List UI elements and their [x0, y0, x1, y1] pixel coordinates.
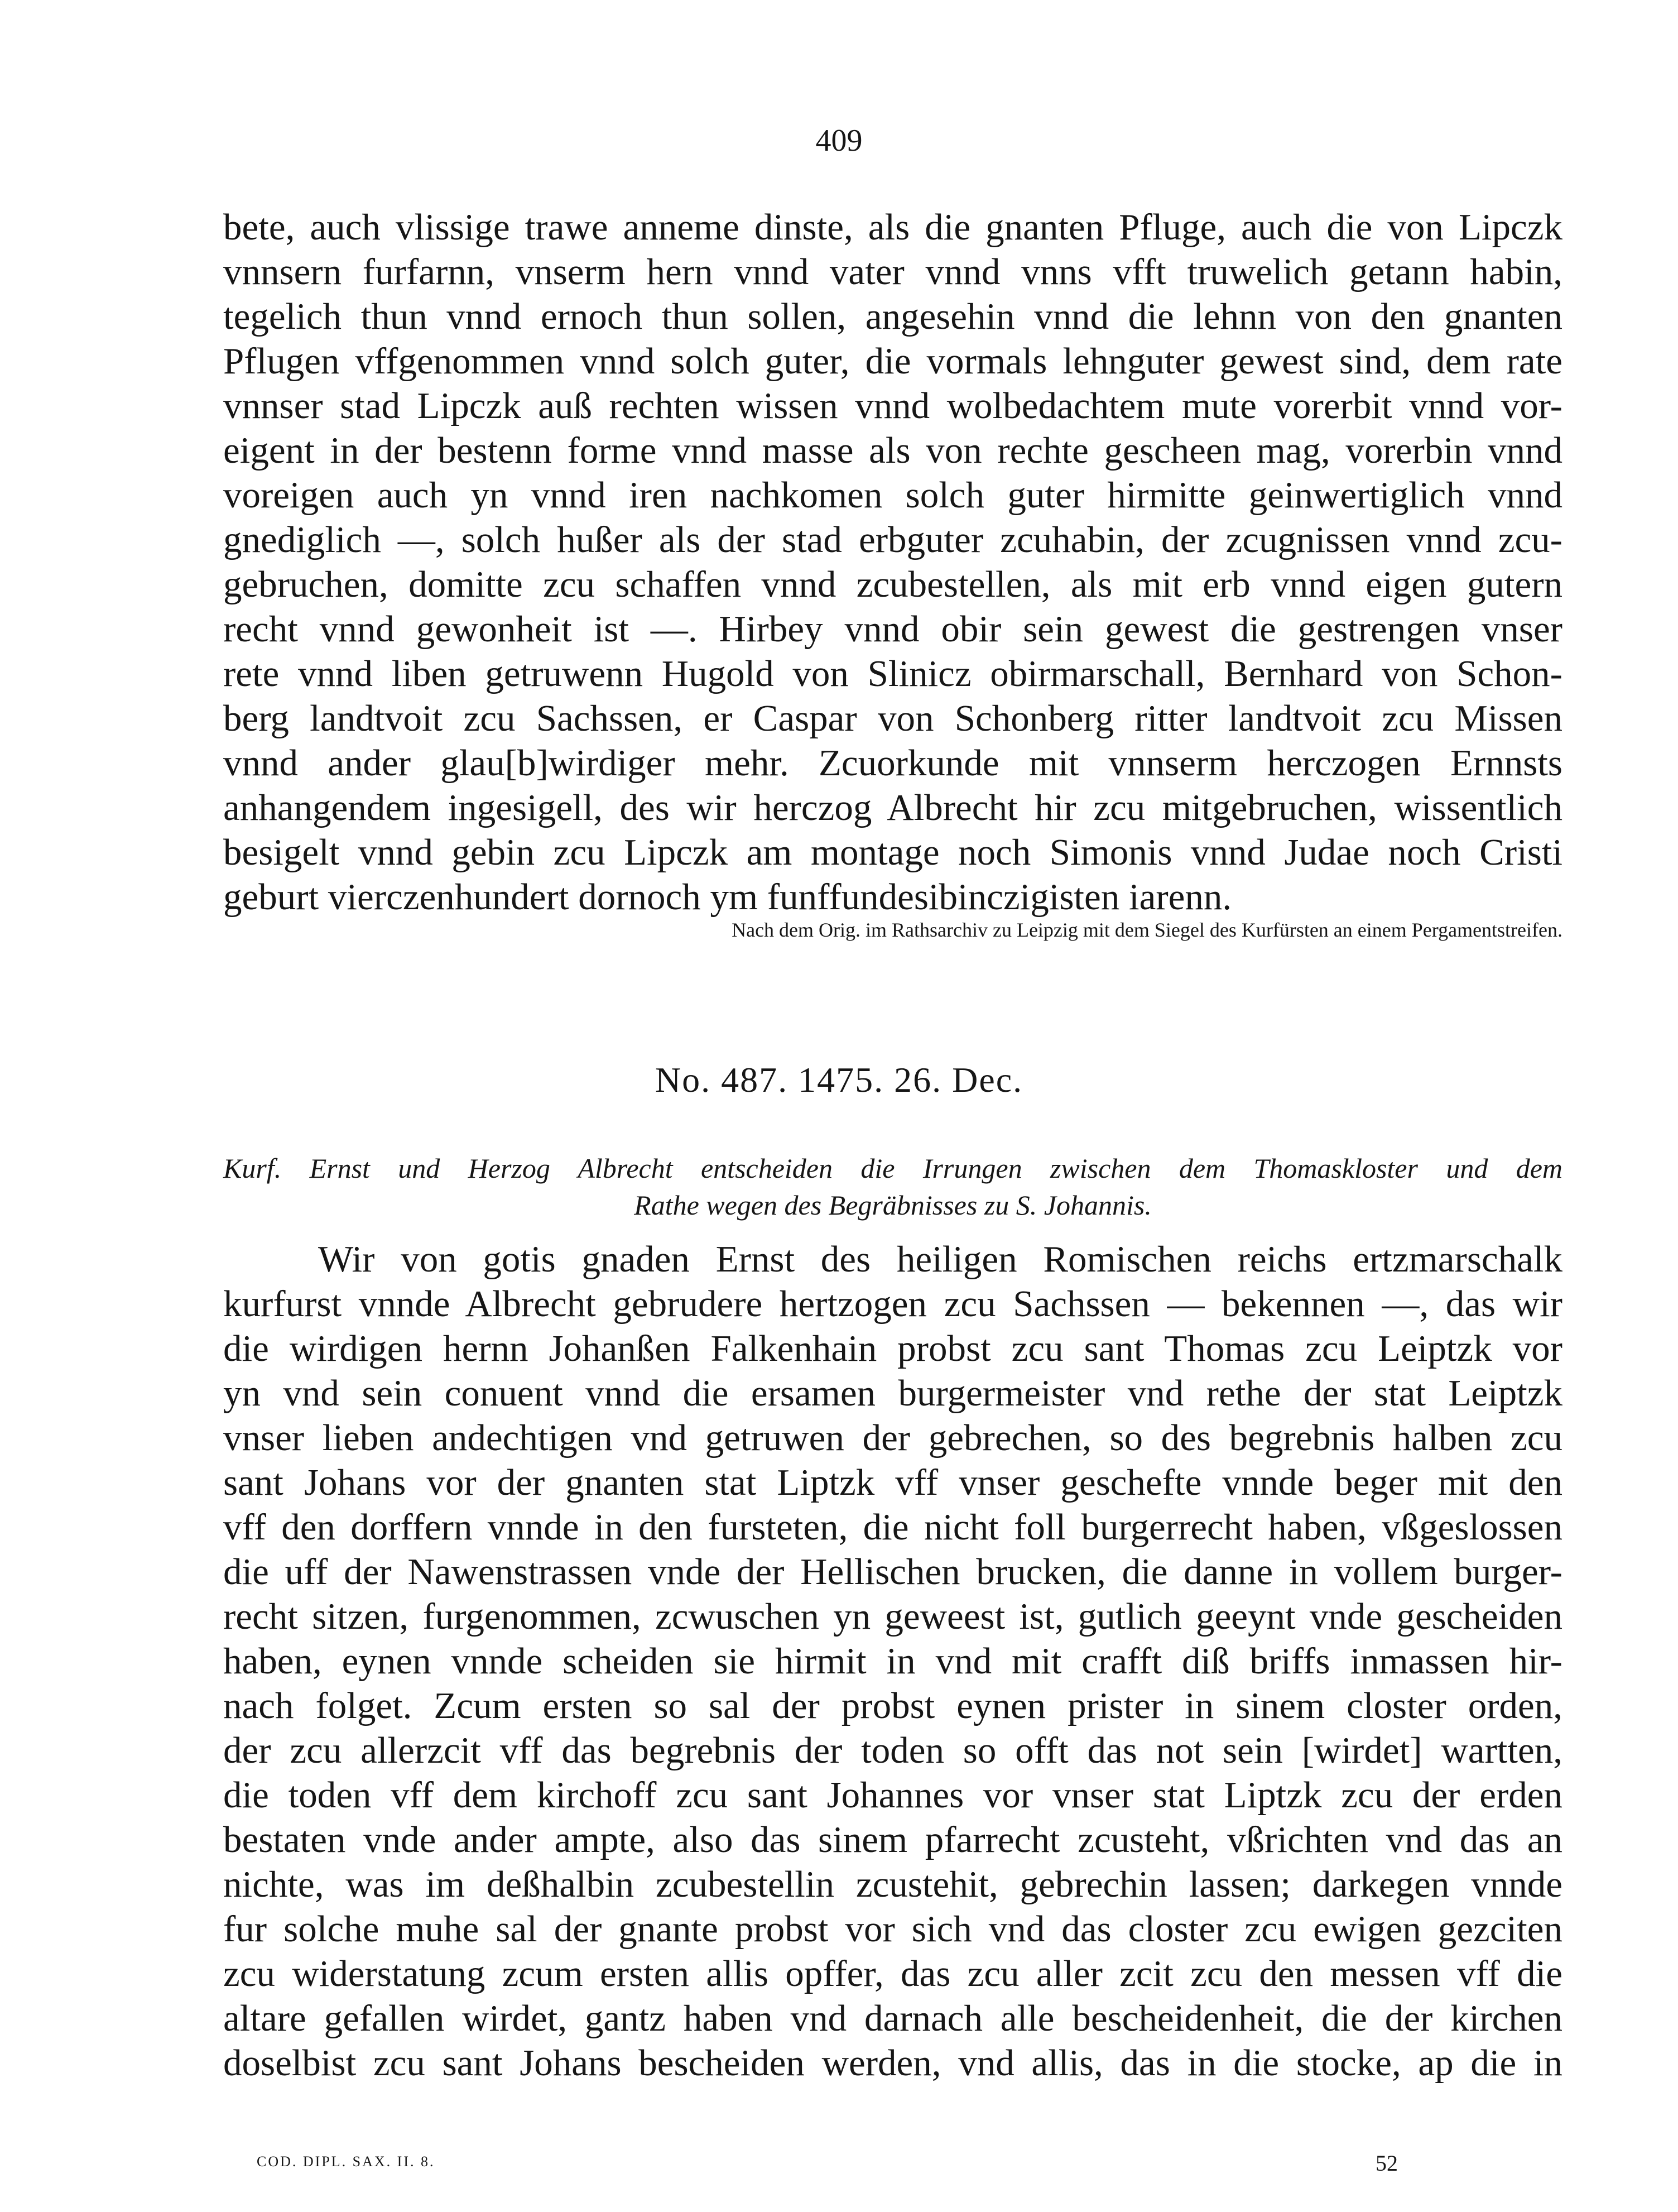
signature-mark: COD. DIPL. SAX. II. 8.	[257, 2153, 435, 2170]
source-note: Nach dem Orig. im Rathsarchiv zu Leipzig mit dem Siegel des Kurfürsten an einem Pergamentstreifen.	[732, 919, 1562, 941]
text-line: sant Johans vor der gnanten stat Liptzk vff vnser geschefte vnnde beger mit den	[223, 1462, 1562, 1503]
text-line: besigelt vnnd gebin zcu Lipczk am montage noch Simonis vnnd Judae noch Cristi	[223, 832, 1562, 873]
text-line: recht sitzen, furgenommen, zcwuschen yn geweest ist, gutlich geeynt vnde gescheiden	[223, 1596, 1562, 1637]
text-line: gnediglich —, solch hußer als der stad erbguter zcuhabin, der zcugnissen vnnd zcu-	[223, 519, 1562, 560]
text-line: nichte, was im deßhalbin zcubestellin zcustehit, gebrechin lassen; darkegen vnnde	[223, 1864, 1562, 1905]
text-line: altare gefallen wirdet, gantz haben vnd darnach alle bescheidenheit, die der kirchen	[223, 1998, 1562, 2039]
page-footer	[0, 2153, 1678, 2187]
document-heading: No. 487. 1475. 26. Dec.	[655, 1060, 1023, 1100]
text-line: rete vnnd liben getruwenn Hugold von Slinicz obirmarschall, Bernhard von Schon-	[223, 653, 1562, 694]
text-line: bete, auch vlissige trawe anneme dinste, als die gnanten Pfluge, auch die von Lipczk	[223, 207, 1562, 248]
text-line: bestaten vnde ander ampte, also das sinem pfarrecht zcusteht, vßrichten vnd das an	[223, 1819, 1562, 1860]
text-line: vnnd ander glau[b]wirdiger mehr. Zcuorkunde mit vnnserm herczogen Ernnsts	[223, 742, 1562, 784]
text-line: fur solche muhe sal der gnante probst vor sich vnd das closter zcu ewigen gezciten	[223, 1908, 1562, 1950]
document-summary	[223, 1150, 1562, 1223]
text-line: yn vnd sein conuent vnnd die ersamen burgermeister vnd rethe der stat Leiptzk	[223, 1373, 1562, 1414]
text-line: der zcu allerzcit vff das begrebnis der toden so offt das not sein [wirdet] wartten,	[223, 1730, 1562, 1771]
text-line: die toden vff dem kirchoff zcu sant Johannes vor vnser stat Liptzk zcu der erden	[223, 1774, 1562, 1816]
text-line: die wirdigen hernn Johanßen Falkenhain probst zcu sant Thomas zcu Leiptzk vor	[223, 1328, 1562, 1369]
text-line: vff den dorffern vnnde in den fursteten, die nicht foll burgerrecht haben, vßgeslossen	[223, 1506, 1562, 1548]
text-line: zcu widerstatung zcum ersten allis opffer, das zcu aller zcit zcu den messen vff die	[223, 1953, 1562, 1994]
text-line: anhangendem ingesigell, des wir herczog Albrecht hir zcu mitgebruchen, wissentlich	[223, 787, 1562, 828]
sheet-number: 52	[1376, 2151, 1398, 2176]
text-line: die uff der Nawenstrassen vnde der Hellischen brucken, die danne in vollem burger-	[223, 1551, 1562, 1592]
text-line: voreigen auch yn vnnd iren nachkomen solch guter hirmitte geinwertiglich vnnd	[223, 474, 1562, 516]
summary-line: Rathe wegen des Begräbnisses zu S. Johannis.	[634, 1189, 1152, 1221]
page-number: 409	[815, 123, 863, 158]
text-line: nach folget. Zcum ersten so sal der probst eynen prister in sinem closter orden,	[223, 1685, 1562, 1726]
text-line: Pflugen vffgenommen vnnd solch guter, die vormals lehnguter gewest sind, dem rate	[223, 340, 1562, 382]
text-line: kurfurst vnnde Albrecht gebrudere hertzogen zcu Sachssen — bekennen —, das wir	[223, 1283, 1562, 1325]
text-line: tegelich thun vnnd ernoch thun sollen, angesehin vnnd die lehnn von den gnanten	[223, 296, 1562, 337]
text-line: recht vnnd gewonheit ist —. Hirbey vnnd obir sein gewest die gestrengen vnser	[223, 608, 1562, 650]
text-line: eigent in der bestenn forme vnnd masse als von rechte gescheen mag, vorerbin vnnd	[223, 430, 1562, 471]
text-line: Wir von gotis gnaden Ernst des heiligen Romischen reichs ertzmarschalk	[318, 1239, 1562, 1280]
text-line: gebruchen, domitte zcu schaffen vnnd zcubestellen, als mit erb vnnd eigen gutern	[223, 564, 1562, 605]
text-line: vnnser stad Lipczk auß rechten wissen vnnd wolbedachtem mute vorerbit vnnd vor-	[223, 385, 1562, 426]
document-text-main	[223, 1237, 1562, 2085]
summary-line: Kurf. Ernst und Herzog Albrecht entscheiden die Irrungen zwischen dem Thomaskloster und dem	[223, 1153, 1562, 1184]
text-line: haben, eynen vnnde scheiden sie hirmit in vnd mit crafft diß briffs inmassen hir-	[223, 1640, 1562, 1682]
text-line: vnnsern furfarnn, vnserm hern vnnd vater vnnd vnns vfft truwelich getann habin,	[223, 251, 1562, 292]
text-line: vnser lieben andechtigen vnd getruwen der gebrechen, so des begrebnis halben zcu	[223, 1417, 1562, 1458]
document-text-continued	[223, 205, 1562, 919]
text-line: doselbist zcu sant Johans bescheiden werden, vnd allis, das in die stocke, ap die in	[223, 2042, 1562, 2084]
text-line: geburt vierczenhundert dornoch ym funffundesibinczigisten iarenn.	[223, 876, 1232, 918]
text-line: berg landtvoit zcu Sachssen, er Caspar von Schonberg ritter landtvoit zcu Missen	[223, 698, 1562, 739]
